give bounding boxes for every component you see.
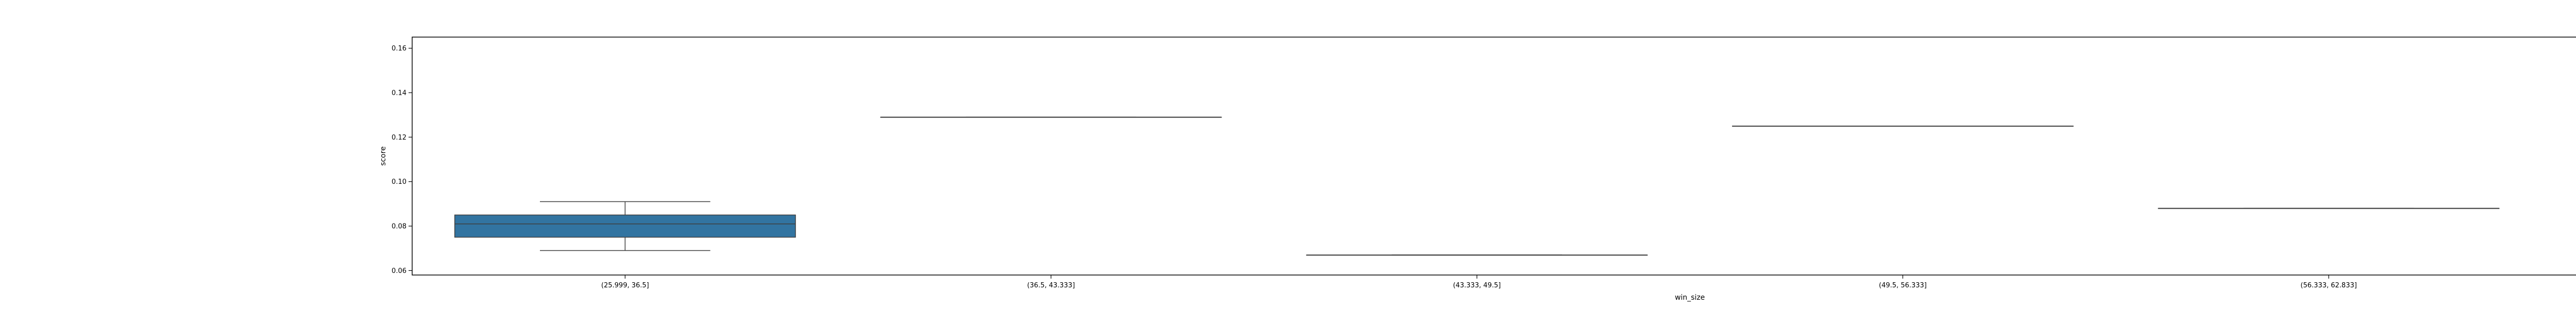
y-tick-label: 0.14 — [392, 89, 406, 97]
x-axis — [601, 275, 2576, 289]
y-tick-label: 0.16 — [392, 45, 406, 53]
x-tick-label: (36.5, 43.333] — [1027, 282, 1075, 289]
box-group — [455, 202, 795, 251]
box-iqr — [455, 215, 795, 237]
x-tick-label: (49.5, 56.333] — [1878, 282, 1927, 289]
y-tick-label: 0.08 — [392, 222, 406, 231]
box-group — [1733, 126, 2073, 127]
x-tick-label: (56.333, 62.833] — [2300, 282, 2357, 289]
y-tick-label: 0.06 — [392, 267, 406, 275]
plot-area-frame — [412, 37, 2576, 275]
y-tick-label: 0.10 — [392, 178, 406, 186]
x-axis-label: win_size — [1674, 294, 1705, 302]
box-group — [2158, 208, 2499, 209]
y-tick-label: 0.12 — [392, 133, 406, 142]
x-tick-label: (43.333, 49.5] — [1453, 282, 1501, 289]
x-tick-label: (25.999, 36.5] — [601, 282, 649, 289]
y-axis — [392, 45, 412, 275]
boxes-layer — [455, 46, 2576, 264]
y-axis-label: score — [379, 146, 387, 166]
